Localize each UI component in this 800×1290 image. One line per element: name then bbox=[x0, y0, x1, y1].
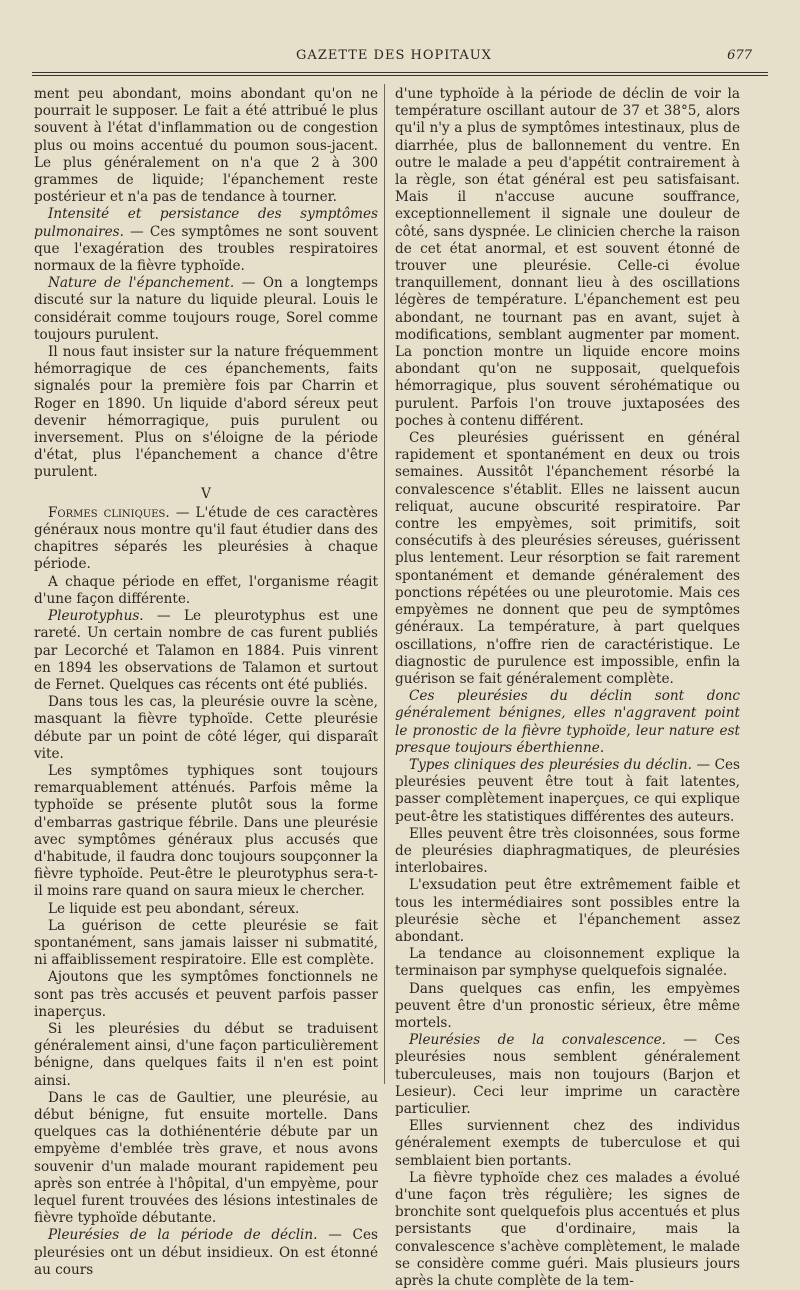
paragraph bbox=[34, 275, 378, 344]
section-number: V bbox=[201, 485, 211, 502]
paragraph: Les symptômes typhiques sont toujours remarquablement atténués. Parfois même la typhoïde se présente plutôt sous la forme d'embarras gastrique fébrile. Dans une pleurésie avec symptômes généraux plus accusés que d'habitude, il faudra donc toujours soupçonner la fièvre typhoïde. Peut-être le pleurotyphus sera-t-il moins rare quand on saura mieux le chercher. bbox=[34, 762, 378, 900]
paragraph-heading: Pleurésies de la convalescence. bbox=[409, 1032, 666, 1049]
paragraph-text: — On a longtemps discuté sur la nature du liquide pleural. Louis le considérait comme toujours rouge, Sorel comme toujours purulent. bbox=[34, 275, 378, 343]
right-column bbox=[395, 86, 740, 1290]
paragraph-text: — L'étude de ces caractères généraux nous montre qu'il faut étudier dans des chapitres séparés les pleurésies à chaque période. bbox=[34, 504, 378, 573]
paragraph: A chaque période en effet, l'organisme réagit d'une façon différente. bbox=[34, 573, 378, 607]
paragraph-heading: Intensité et persistance des symptômes pulmonaires. bbox=[34, 206, 378, 240]
paragraph bbox=[34, 505, 378, 574]
running-title: GAZETTE DES HOPITAUX bbox=[296, 48, 492, 63]
paragraph: Il nous faut insister sur la nature fréquemment hémorragique de ces épanchements, faits signalés pour la première fois par Charrin et Roger en 1890. Un liquide d'abord séreux peut devenir hémorragique, puis purulent ou inversement. Plus on s'éloigne de la période d'état, plus l'épanchement a chance d'être purulent. bbox=[34, 344, 378, 481]
paragraph-text: — Ces symptômes ne sont souvent que l'exagération des troubles respiratoires normaux de la fièvre typhoïde. bbox=[34, 223, 378, 275]
paragraph: Ajoutons que les symptômes fonctionnels ne sont pas très accusés et peuvent parfois passer inaperçus. bbox=[34, 969, 378, 1020]
paragraph-text: — Ces pleurésies peuvent être tout à fait latentes, passer complètement inaperçues, ce qui explique peut-être les statistiques différentes des auteurs. bbox=[395, 756, 740, 825]
page-header bbox=[28, 44, 760, 68]
paragraph: La tendance au cloisonnement explique la terminaison par symphyse quelquefois signalée. bbox=[395, 946, 740, 980]
paragraph-text: — Le pleurotyphus est une rareté. Un certain nombre de cas furent publiés par Lecorché et Talamon en 1884. Puis vinrent en 1894 les observations de Talamon et surtout de Fernet. Quelques cas récents ont été publiés. bbox=[34, 608, 378, 693]
paragraph: Elles surviennent chez des individus généralement exempts de tuberculose et qui semblaient bien portants. bbox=[395, 1118, 740, 1169]
paragraph-text: — Ces pleurésies ont un début insidieux. On est étonné au cours bbox=[34, 1227, 378, 1278]
paragraph: Ces pleurésies guérissent en général rapidement et spontanément en deux ou trois semaines. Aussitôt l'épanchement résorbé la convalescence s'établit. Elles ne laissent aucun reliquat, aucune obscurité respiratoire. Par contre les empyèmes, soit primitifs, soit consécutifs à des pleurésies séreuses, guérissent plus lentement. Leur résorption se fait rarement spontanément et demande généralement des ponctions répétées ou une pleurotomie. Mais ces empyèmes ne donnent que peu de symptômes généraux. La température, à part quelques oscillations, n'offre rien de caractéristique. Le diagnostic de purulence est impossible, enfin la guérison se fait généralement complète. bbox=[395, 430, 740, 687]
paragraph-text: — Ces pleurésies nous semblent généralement tuberculeuses, mais non toujours (Barjon et Lesieur). Ceci leur imprime un caractère particulier. bbox=[395, 1032, 740, 1117]
paragraph: Dans tous les cas, la pleurésie ouvre la scène, masquant la fièvre typhoïde. Cette pleurésie débute par un point de côté léger, qui disparaît vite. bbox=[34, 694, 378, 762]
paragraph: La guérison de cette pleurésie se fait spontanément, sans jamais laisser ni submatité, ni affaiblissement respiratoire. Elle est complète. bbox=[34, 917, 378, 969]
paragraph bbox=[395, 757, 740, 826]
paragraph: ment peu abondant, moins abondant qu'on ne pourrait le supposer. Le fait a été attribué le plus souvent à l'état d'inflammation ou de congestion plus ou moins accentué du poumon sous-jacent. Le plus généralement on n'a que 2 à 300 grammes de liquide; l'épanchement reste postérieur et n'a pas de tendance à tourner. bbox=[34, 86, 378, 206]
paragraph: La fièvre typhoïde chez ces malades a évolué d'une façon très régulière; les signes de bronchite sont quelquefois plus accentués et plus persistants que d'ordinaire, mais la convalescence s'achève complètement, le malade se considère comme guéri. Mais plusieurs jours après la chute complète de la tem- bbox=[395, 1169, 740, 1290]
paragraph bbox=[34, 206, 378, 275]
paragraph bbox=[395, 1032, 740, 1118]
paragraph: L'exsudation peut être extrêmement faible et tous les intermédiaires sont possibles entre la pleurésie sèche et l'épanchement assez abondant. bbox=[395, 877, 740, 945]
section-heading: Formes cliniques. bbox=[48, 504, 170, 521]
paragraph-heading: Pleurésies de la période de déclin. bbox=[48, 1227, 318, 1244]
paragraph: Le liquide est peu abondant, séreux. bbox=[48, 900, 300, 917]
paragraph: Ces pleurésies du déclin sont donc généralement bénignes, elles n'aggravent point le pronostic de la fièvre typhoïde, leur nature est presque toujours éberthienne. bbox=[395, 688, 740, 756]
paragraph: Si les pleurésies du début se traduisent généralement ainsi, d'une façon particulièrement bénigne, dans quelques faits il n'en est point ainsi. bbox=[34, 1020, 378, 1089]
header-rule bbox=[32, 72, 768, 76]
paragraph bbox=[34, 608, 378, 694]
left-column bbox=[34, 86, 378, 1279]
page-number: 677 bbox=[727, 48, 752, 63]
paragraph: Dans le cas de Gaultier, une pleurésie, au début bénigne, fut ensuite mortelle. Dans quelques cas la dothiénentérie débute par un empyème d'emblée très grave, et nous avons souvenir d'un malade mourant rapidement peu après son entrée à l'hôpital, d'un empyème, pour lequel furent trouvées des lésions intestinales de fièvre typhoïde débutante. bbox=[34, 1089, 378, 1227]
paragraph-heading: Nature de l'épanchement. bbox=[48, 275, 235, 292]
column-divider bbox=[384, 84, 385, 1084]
paragraph: Elles peuvent être très cloisonnées, sous forme de pleurésies diaphragmatiques, de pleurésies interlobaires. bbox=[395, 825, 740, 877]
paragraph: d'une typhoïde à la période de déclin de voir la température oscillant autour de 37 et 38°5, alors qu'il n'y a plus de symptômes intestinaux, plus de diarrhée, plus de ballonnement du ventre. En outre le malade a peu d'appétit contrairement à la règle, son état général est peu satisfaisant. Mais il n'accuse aucune souffrance, exceptionnellement il signale une douleur de côté, sans dyspnée. Le clinicien cherche la raison de cet état anormal, et est souvent étonné de trouver une pleurésie. Celle-ci évolue tranquillement, donnant lieu à des oscillations légères de température. L'épanchement est peu abondant, ne tournant pas en avant, sujet à modifications, semblant augmenter par moment. La ponction montre un liquide encore moins abondant qu'on ne supposait, quelquefois hémorragique, plus souvent sérohématique ou purulent. Parfois l'on trouve juxtaposées des poches à contenu différent. bbox=[395, 86, 740, 429]
paragraph: Dans quelques cas enfin, les empyèmes peuvent être d'un pronostic sérieux, être même mortels. bbox=[395, 980, 740, 1031]
paragraph bbox=[34, 1227, 378, 1279]
paragraph-heading: Types cliniques des pleurésies du déclin. bbox=[409, 756, 692, 773]
paragraph-heading: Pleurotyphus. bbox=[48, 608, 144, 625]
